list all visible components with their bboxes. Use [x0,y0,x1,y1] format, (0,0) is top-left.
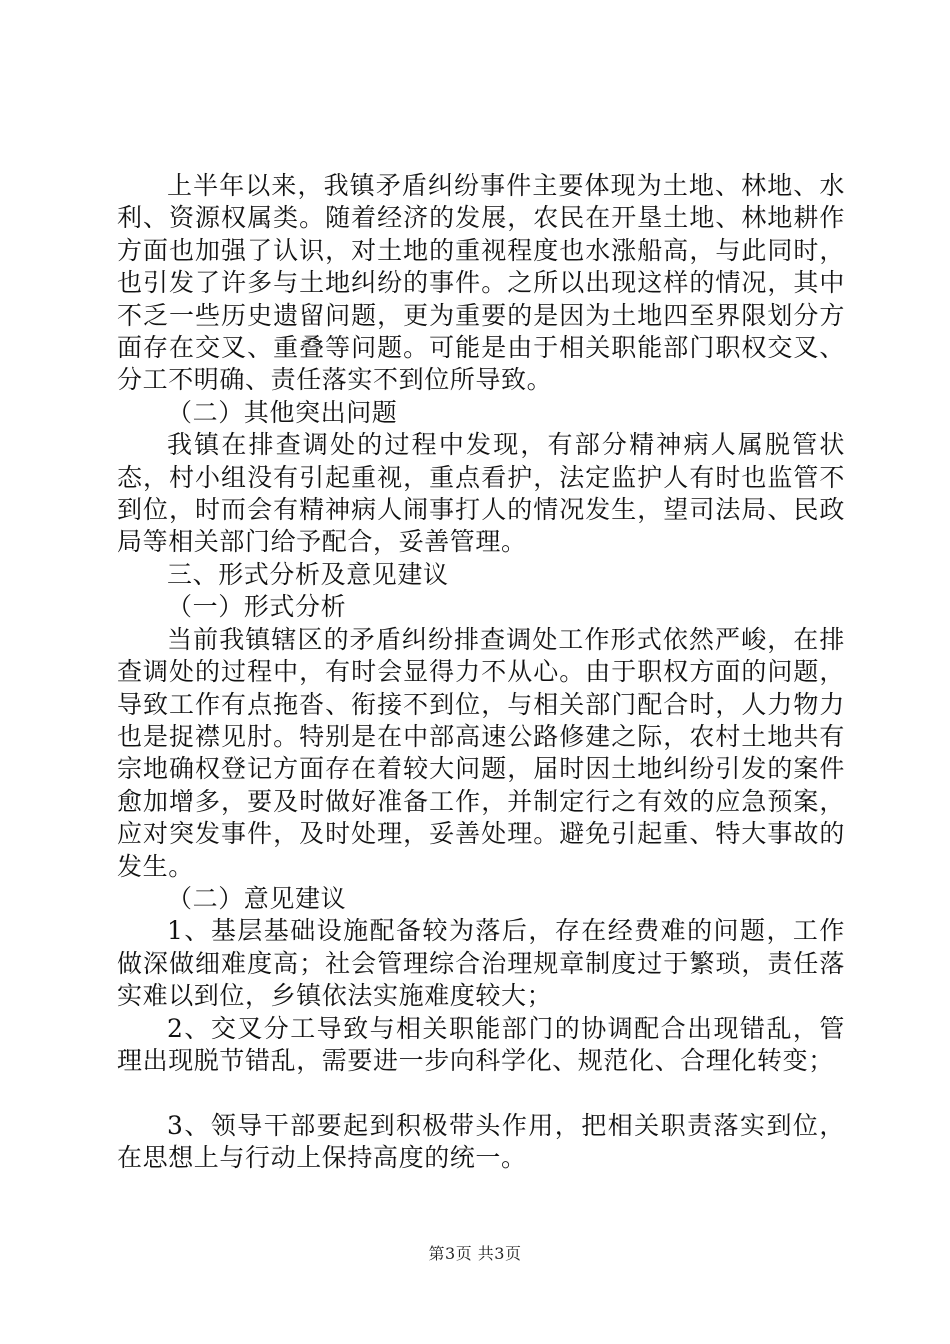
suggestion-item-1: 1、基层基础设施配备较为落后，存在经费难的问题，工作做深做细难度高；社会管理综合治理规章制度过于繁琐，责任落实难以到位，乡镇依法实施难度较大； [117,916,845,1011]
paragraph-mental-patients: 我镇在排查调处的过程中发现，有部分精神病人属脱管状态，村小组没有引起重视，重点看护，法定监护人有时也监管不到位，时而会有精神病人闹事打人的情况发生，望司法局、民政局等相关部门给予配合，妥善管理。 [117,430,845,557]
page-number-footer: 第3页 共3页 [428,1244,522,1263]
heading-section-three: 三、形式分析及意见建议 [167,559,449,589]
suggestion-item-3: 3、领导干部要起到积极带头作用，把相关职责落实到位，在思想上与行动上保持高度的统一。 [117,1110,845,1173]
paragraph-land-disputes: 上半年以来，我镇矛盾纠纷事件主要体现为土地、林地、水利、资源权属类。随着经济的发展，农民在开垦土地、林地耕作方面也加强了认识，对土地的重视程度也水涨船高，与此同时，也引发了许多与土地纠纷的事件。之所以出现这样的情况，其中不乏一些历史遗留问题，更为重要的是因为土地四至界限划分方面存在交叉、重叠等问题。可能是由于相关职能部门职权交叉、分工不明确、责任落实不到位所导致。 [117,171,845,395]
paragraph-situation-analysis: 当前我镇辖区的矛盾纠纷排查调处工作形式依然严峻，在排查调处的过程中，有时会显得力不从心。由于职权方面的问题，导致工作有点拖沓、衔接不到位，与相关部门配合时，人力物力也是捉襟见肘。特别是在中部高速公路修建之际，农村土地共有宗地确权登记方面存在着较大问题，届时因土地纠纷引发的案件愈加增多，要及时做好准备工作，并制定行之有效的应急预案，应对突发事件，及时处理，妥善处理。避免引起重、特大事故的发生。 [117,624,845,881]
heading-other-issues: （二）其他突出问题 [167,397,398,427]
heading-situation-analysis: （一）形式分析 [167,592,347,622]
heading-suggestions: （二）意见建议 [167,883,347,913]
document-body [117,170,845,1175]
blank-line [117,1077,845,1109]
suggestion-item-2: 2、交叉分工导致与相关职能部门的协调配合出现错乱，管理出现脱节错乱，需要进一步向科学化、规范化、合理化转变； [117,1013,845,1075]
